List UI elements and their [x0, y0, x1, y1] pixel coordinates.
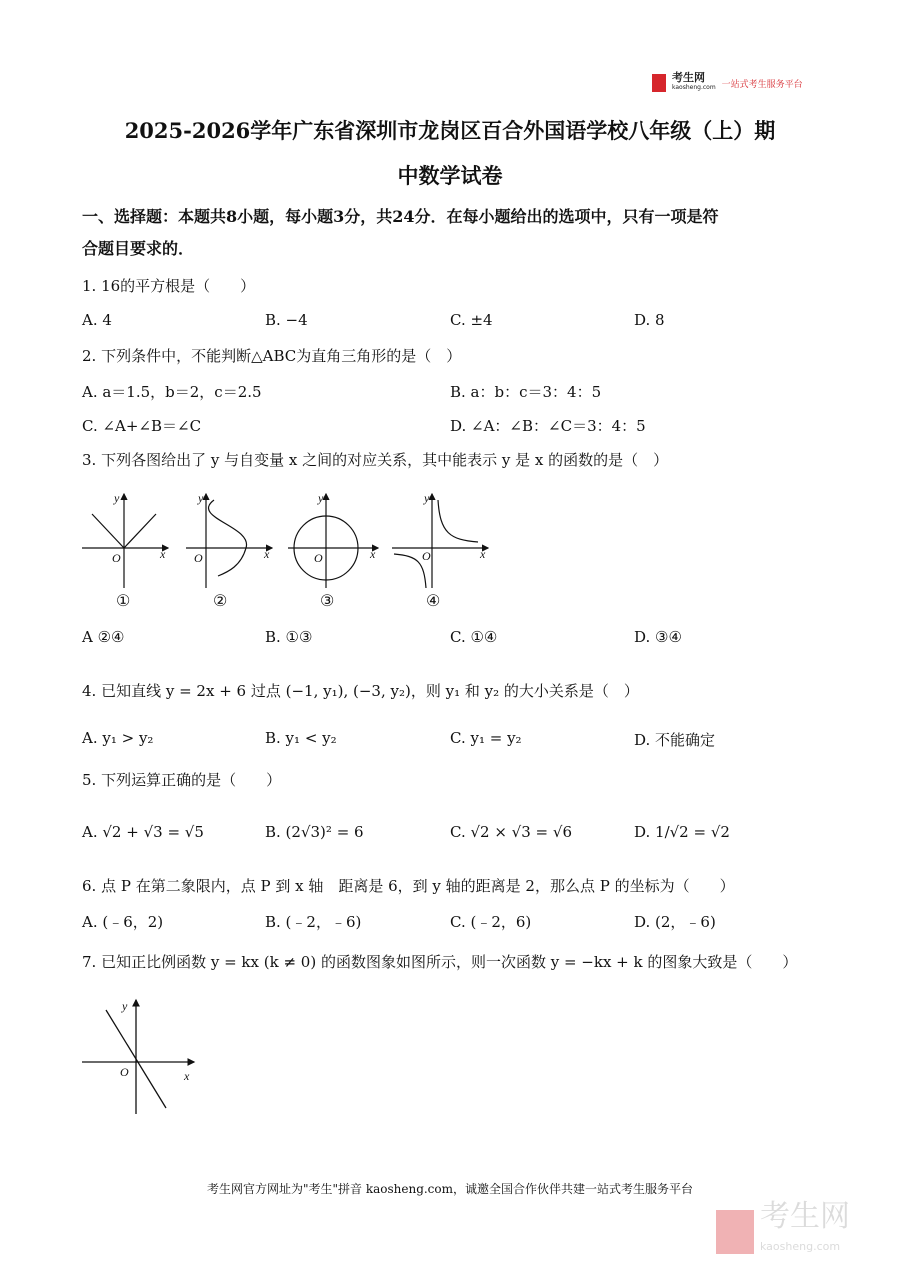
graph-3 [288, 494, 378, 588]
q1-option-d[interactable]: D. 8 [634, 311, 665, 329]
svg-text:x: x [264, 547, 270, 561]
logo-domain: kaosheng.com [672, 84, 716, 91]
q6-option-b[interactable]: B. (﹣2，﹣6) [265, 913, 362, 931]
q3-option-d[interactable]: D. ③④ [634, 628, 682, 646]
q6-option-a[interactable]: A. (﹣6，2) [82, 913, 164, 931]
logo-mark-icon [652, 74, 666, 92]
graph-1-label: ① [116, 591, 131, 610]
q4-option-b[interactable]: B. y₁ < y₂ [265, 729, 337, 747]
title-line-1: 2025-2026学年广东省深圳市龙岗区百合外国语学校八年级（上）期 [124, 118, 776, 143]
watermark-logo-icon [716, 1210, 754, 1254]
q4-option-c[interactable]: C. y₁ = y₂ [450, 729, 522, 747]
q3-stem: 3. 下列各图给出了 y 与自变量 x 之间的对应关系，其中能表示 y 是 x 的函数的是（ ） [82, 451, 669, 469]
q1-option-c[interactable]: C. ±4 [450, 311, 493, 329]
svg-text:x: x [480, 547, 486, 561]
q5-option-a[interactable]: A. √2 + √3 = √5 [82, 823, 204, 841]
graph-4 [392, 494, 488, 588]
svg-text:y: y [198, 491, 204, 505]
kaosheng-watermark: 考生网 kaosheng.com [716, 1202, 850, 1262]
svg-text:x: x [370, 547, 376, 561]
section-heading-2: 合题目要求的． [82, 239, 195, 258]
svg-text:O: O [422, 549, 431, 563]
q3-graphs [78, 488, 498, 593]
q4-stem: 4. 已知直线 y = 2x + 6 过点 (−1, y₁), (−3, y₂)，则 y₁ 和 y₂ 的大小关系是（ ） [82, 682, 639, 700]
q4-option-d[interactable]: D. 不能确定 [634, 731, 716, 749]
q2-option-a[interactable]: A. a＝1.5，b＝2，c＝2.5 [82, 383, 262, 401]
q5-option-c[interactable]: C. √2 × √3 = √6 [450, 823, 572, 841]
graph-3-label: ③ [320, 591, 335, 610]
svg-text:O: O [194, 551, 203, 565]
q3-option-c[interactable]: C. ①④ [450, 628, 498, 646]
graph-4-label: ④ [426, 591, 441, 610]
q5-stem: 5. 下列运算正确的是（ ） [82, 771, 282, 789]
svg-text:x: x [184, 1069, 190, 1083]
q2-option-b[interactable]: B. a：b：c＝3：4：5 [450, 383, 602, 401]
q7-graph [78, 996, 203, 1118]
svg-text:x: x [160, 547, 166, 561]
q1-option-b[interactable]: B. −4 [265, 311, 308, 329]
title-line-2: 中数学试卷 [397, 163, 503, 188]
q1-stem: 1. 16的平方根是（ ） [82, 277, 256, 295]
q2-option-c[interactable]: C. ∠A+∠B＝∠C [82, 417, 202, 435]
q6-option-d[interactable]: D. (2，﹣6) [634, 913, 716, 931]
q6-option-c[interactable]: C. (﹣2，6) [450, 913, 532, 931]
svg-text:y: y [122, 999, 128, 1013]
svg-text:y: y [318, 491, 324, 505]
q6-stem: 6. 点 P 在第二象限内，点 P 到 x 轴 距离是 6，到 y 轴的距离是 2，那么点 P 的坐标为（ ） [82, 877, 735, 895]
graph-2-label: ② [213, 591, 228, 610]
q5-option-b[interactable]: B. (2√3)² = 6 [265, 823, 364, 841]
svg-text:O: O [112, 551, 121, 565]
section-heading-1: 一、选择题：本题共8小题，每小题3分，共24分．在每小题给出的选项中，只有一项是符 [82, 207, 719, 226]
svg-text:O: O [120, 1065, 129, 1079]
svg-text:y: y [114, 491, 120, 505]
kaosheng-logo[interactable] [652, 73, 803, 93]
q3-option-a[interactable]: A ②④ [82, 628, 125, 646]
svg-text:y: y [424, 491, 430, 505]
logo-slogan: 一站式考生服务平台 [721, 79, 803, 90]
graph-1 [82, 494, 168, 588]
q1-option-a[interactable]: A. 4 [82, 311, 112, 329]
page-footer: 考生网官方网址为"考生"拼音 kaosheng.com，诚邀全国合作伙伴共建一站式考生服务平台 [206, 1182, 694, 1196]
q7-stem: 7. 已知正比例函数 y = kx (k ≠ 0) 的函数图象如图所示，则一次函数 y = −kx + k 的图象大致是（ ） [82, 953, 798, 971]
q2-option-d[interactable]: D. ∠A：∠B：∠C＝3：4：5 [450, 417, 646, 435]
q4-option-a[interactable]: A. y₁ > y₂ [82, 729, 154, 747]
q5-option-d[interactable]: D. 1/√2 = √2 [634, 823, 730, 841]
svg-text:O: O [314, 551, 323, 565]
q3-option-b[interactable]: B. ①③ [265, 628, 313, 646]
q2-stem: 2. 下列条件中，不能判断△ABC为直角三角形的是（ ） [82, 347, 462, 365]
logo-brand: 考生网 [672, 71, 705, 84]
graph-2 [186, 494, 272, 588]
